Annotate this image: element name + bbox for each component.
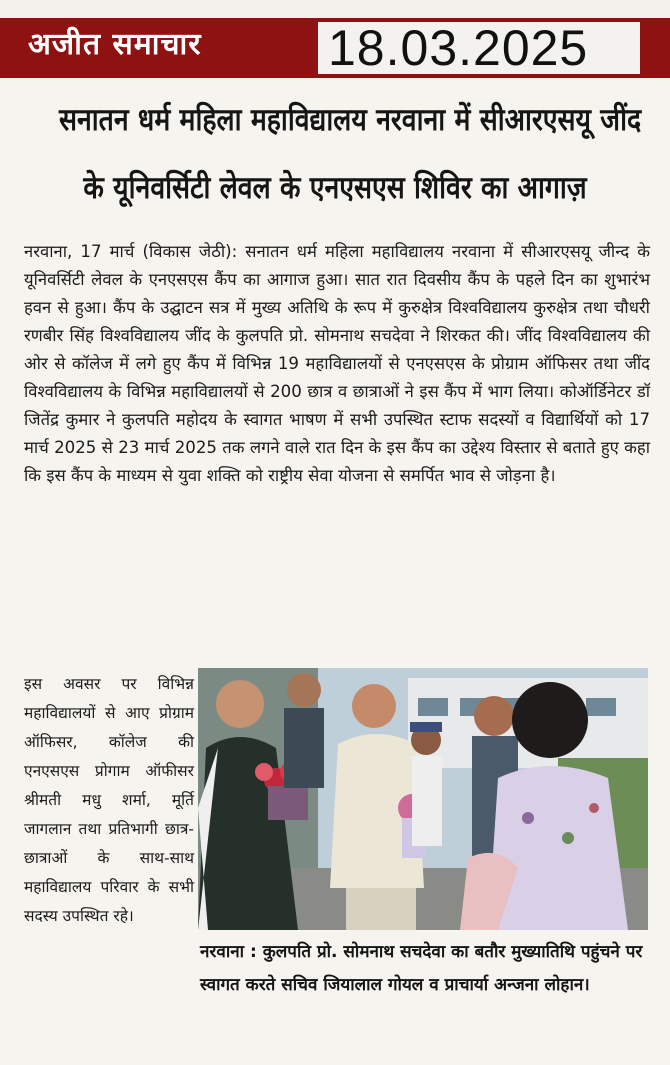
headline-line-2: के यूनिवर्सिटी लेवल के एनएसएस शिविर का आगाज़ <box>83 170 587 206</box>
publication-date: 18.03.2025 <box>328 20 589 76</box>
newspaper-name: अजीत समाचार <box>28 27 202 62</box>
article-body: नरवाना, 17 मार्च (विकास जेठी): सनातन धर्म महिला महाविद्यालय नरवाना में सीआरएसयू जीन्द के यूनिवर्सिटी लेवल के एनएसएस कैंप का आगाज हुआ। सात रात दिवसीय कैंप के पहले दिन का शुभारंभ हवन से हुआ। कैंप के उद्घाटन सत्र में मुख्य अतिथि के रूप में कुरुक्षेत्र विश्वविद्यालय कुरुक्षेत्र तथा चौधरी रणबीर सिंह विश्वविद्यालय जींद के कुलपति प्रो. सोमनाथ सचदेवा ने शिरकत की। जींद विश्वविद्यालय की ओर से कॉलेज में लगे हुए कैंप में विभिन्न 19 महाविद्यालयों से एनएसएस के प्रोग्राम ऑफिसर तथा जींद विश्वविद्यालय के विभिन्न महाविद्यालयों से 200 छात्र व छात्राओं ने इस कैंप में भाग लिया। कोऑर्डिनेटर डॉ जितेंद्र कुमार ने कुलपति महोदय के स्वागत भाषण में सभी उपस्थित स्टाफ सदस्यों व विद्यार्थियों को 17 मार्च 2025 से 23 मार्च 2025 तक लगने वाले रात दिन के इस कैंप का उद्देश्य विस्तार से बताते हुए कहा कि इस कैंप के माध्यम से युवा शक्ति को राष्ट्रीय सेवा योजना से समर्पित भाव से जोड़ना है। <box>24 242 650 485</box>
masthead <box>0 0 670 80</box>
headline-line-1: सनातन धर्म महिला महाविद्यालय नरवाना में सीआरएसयू जींद <box>58 102 642 138</box>
article-column-text: इस अवसर पर विभिन्न महाविद्यालयों से आए प्रोग्राम ऑफिसर, कॉलेज की एनएसएस प्रोगाम ऑफीसर श्रीमती मधु शर्मा, मूर्ति जागलान तथा प्रतिभागी छात्र-छात्राओं के साथ-साथ महाविद्यालय परिवार के सभी सदस्य उपस्थित रहे। <box>24 675 194 925</box>
article-photo <box>198 668 648 930</box>
photo-caption: नरवाना : कुलपति प्रो. सोमनाथ सचदेवा का बतौर मुख्यातिथि पहुंचने पर स्वागत करते सचिव जियालाल गोयल व प्राचार्या अन्जना लोहान। <box>200 942 643 995</box>
